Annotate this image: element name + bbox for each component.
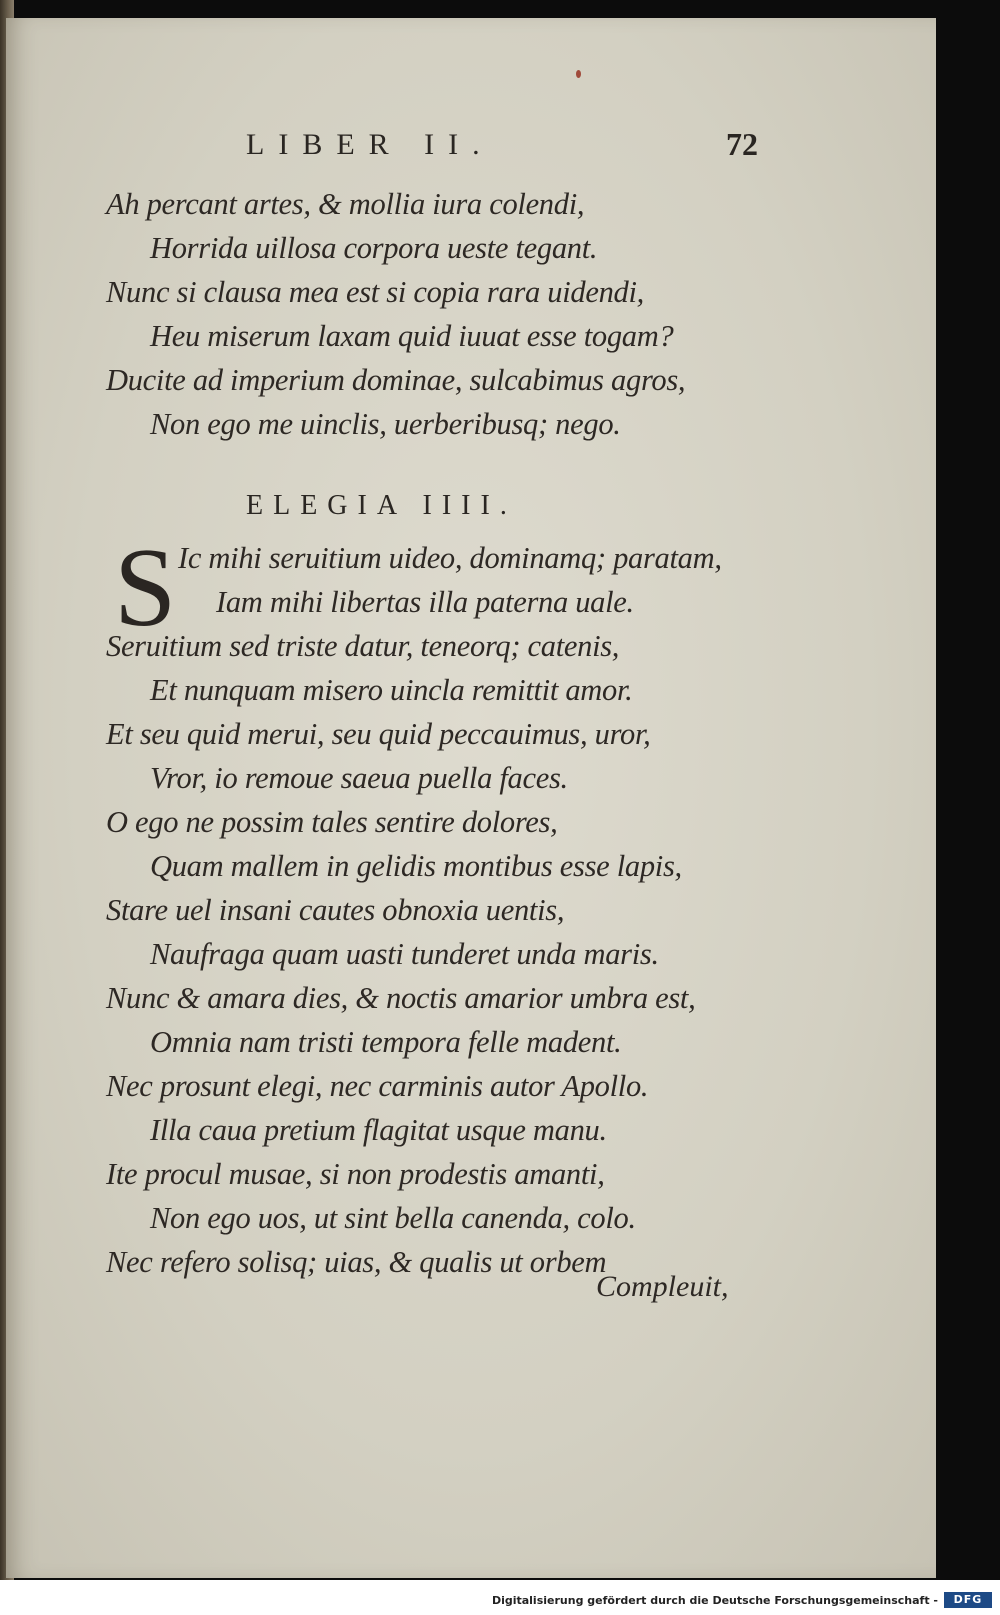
verse-line: O ego ne possim tales sentire dolores, [106,805,558,839]
drop-capital: S [114,526,177,650]
verse-line: Ic mihi seruitium uideo, dominamq; paratam, [178,541,722,575]
stanza-one [106,182,806,446]
verse-line: Quam mallem in gelidis montibus esse lapis, [150,849,682,883]
verse-line: Ducite ad imperium dominae, sulcabimus agros, [106,363,686,397]
verse-line: Non ego uos, ut sint bella canenda, colo. [150,1201,636,1235]
verse-line: Nec prosunt elegi, nec carminis autor Apollo. [106,1069,649,1103]
verse-line: Naufraga quam uasti tunderet unda maris. [150,937,659,971]
running-head: LIBER II. [246,128,494,161]
verse-line: Nunc & amara dies, & noctis amarior umbra est, [106,981,696,1015]
verse-line: Et seu quid merui, seu quid peccauimus, uror, [106,717,651,751]
verse-line: Ah percant artes, & mollia iura colendi, [106,187,585,221]
elegy-heading: ELEGIA IIII. [246,490,517,521]
catchword: Compleuit, [596,1270,729,1303]
folio-number: 72 [726,126,758,162]
verse-line: Ite procul musae, si non prodestis amanti, [106,1157,605,1191]
verse-line: Iam mihi libertas illa paterna uale. [216,585,634,619]
book-page [6,18,936,1578]
verse-line: Seruitium sed triste datur, teneorq; catenis, [106,629,620,663]
stanza-two [106,526,806,1284]
digitization-footer [0,1580,1000,1615]
funding-credit: Digitalisierung gefördert durch die Deutsche Forschungsgemeinschaft - [491,1594,938,1607]
verse-line: Nec refero solisq; uias, & qualis ut orbem [106,1245,607,1279]
ink-speck [576,70,581,78]
verse-line: Non ego me uinclis, uerberibusq; nego. [150,407,621,441]
verse-line: Heu miserum laxam quid iuuat esse togam? [150,319,674,353]
dfg-logo: DFG [944,1592,992,1608]
verse-line: Vror, io remoue saeua puella faces. [150,761,568,795]
verse-line: Et nunquam misero uincla remittit amor. [150,673,633,707]
verse-line: Stare uel insani cautes obnoxia uentis, [106,893,565,927]
verse-line: Horrida uillosa corpora ueste tegant. [150,231,598,265]
verse-line: Omnia nam tristi tempora felle madent. [150,1025,622,1059]
verse-line: Illa caua pretium flagitat usque manu. [150,1113,607,1147]
verse-line: Nunc si clausa mea est si copia rara uidendi, [106,275,645,309]
